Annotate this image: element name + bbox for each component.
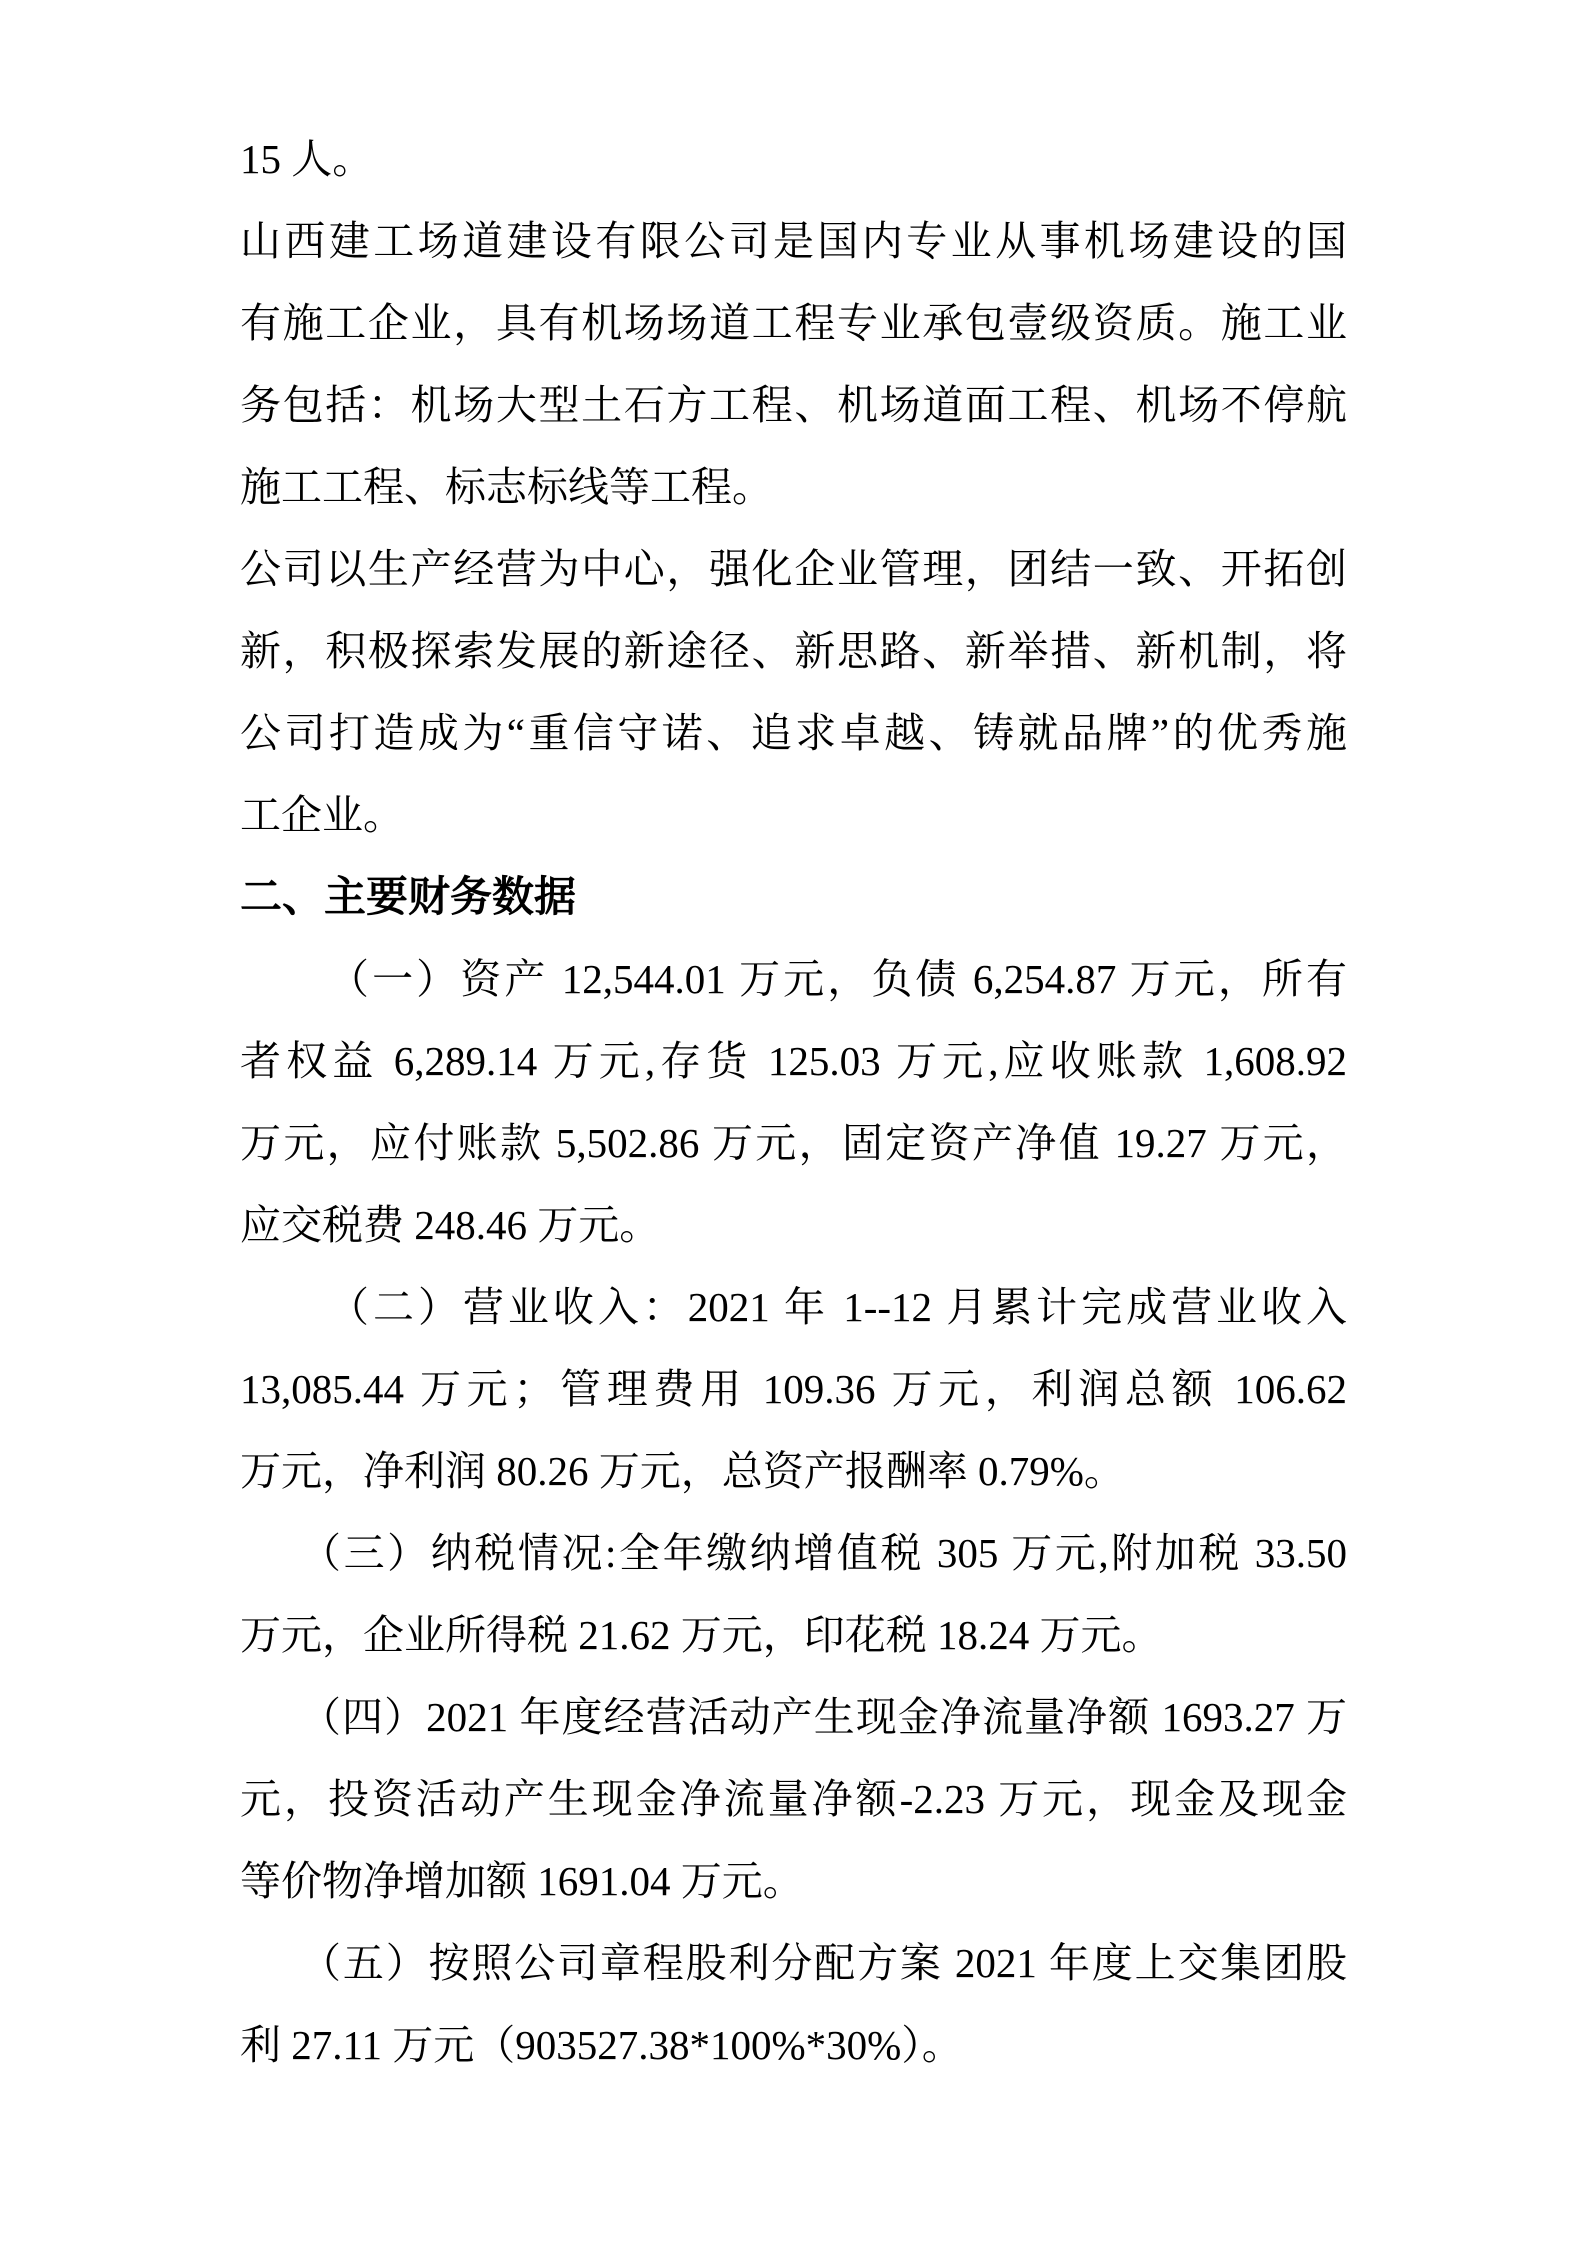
section-heading: 二、主要财务数据 xyxy=(240,873,577,920)
paragraph-line: 公司以生产经营为中心，强化企业管理，团结一致、开拓创 xyxy=(240,546,1347,592)
paragraph-line: 新，积极探索发展的新途径、新思路、新举措、新机制，将 xyxy=(240,628,1347,674)
paragraph-line: 13,085.44 万元；管理费用 109.36 万元，利润总额 106.62 xyxy=(240,1366,1347,1412)
paragraph-line: 山西建工场道建设有限公司是国内专业从事机场建设的国 xyxy=(240,218,1347,264)
paragraph-line: 有施工企业，具有机场场道工程专业承包壹级资质。施工业 xyxy=(240,300,1347,346)
paragraph-line: （五）按照公司章程股利分配方案 2021 年度上交集团股 xyxy=(300,1940,1347,1986)
paragraph-line: 万元，净利润 80.26 万元，总资产报酬率 0.79%。 xyxy=(240,1448,1125,1494)
paragraph-line: （一）资产 12,544.01 万元，负债 6,254.87 万元，所有 xyxy=(328,956,1347,1002)
paragraph-line: （二）营业收入：2021 年 1--12 月累计完成营业收入 xyxy=(328,1284,1347,1330)
paragraph-line: 者权益 6,289.14 万元,存货 125.03 万元,应收账款 1,608.92 xyxy=(240,1038,1347,1084)
paragraph-line: （三）纳税情况:全年缴纳增值税 305 万元,附加税 33.50 xyxy=(300,1530,1347,1576)
paragraph-line: 15 人。 xyxy=(240,136,374,182)
paragraph-line: 务包括：机场大型土石方工程、机场道面工程、机场不停航 xyxy=(240,382,1347,428)
document-body xyxy=(240,118,1347,2086)
paragraph-line: 施工工程、标志标线等工程。 xyxy=(240,464,773,510)
paragraph-line: 元，投资活动产生现金净流量净额-2.23 万元，现金及现金 xyxy=(240,1776,1347,1822)
paragraph-line: 万元，企业所得税 21.62 万元，印花税 18.24 万元。 xyxy=(240,1612,1163,1658)
paragraph-line: 工企业。 xyxy=(240,792,404,838)
paragraph-line: 公司打造成为“重信守诺、追求卓越、铸就品牌”的优秀施 xyxy=(240,710,1347,756)
paragraph-line: 利 27.11 万元（903527.38*100%*30%）。 xyxy=(240,2022,963,2068)
paragraph-line: 应交税费 248.46 万元。 xyxy=(240,1202,661,1248)
paragraph-line: 万元，应付账款 5,502.86 万元，固定资产净值 19.27 万元， xyxy=(240,1120,1347,1166)
paragraph-line: 等价物净增加额 1691.04 万元。 xyxy=(240,1858,804,1904)
paragraph-line: （四）2021 年度经营活动产生现金净流量净额 1693.27 万 xyxy=(300,1694,1347,1740)
